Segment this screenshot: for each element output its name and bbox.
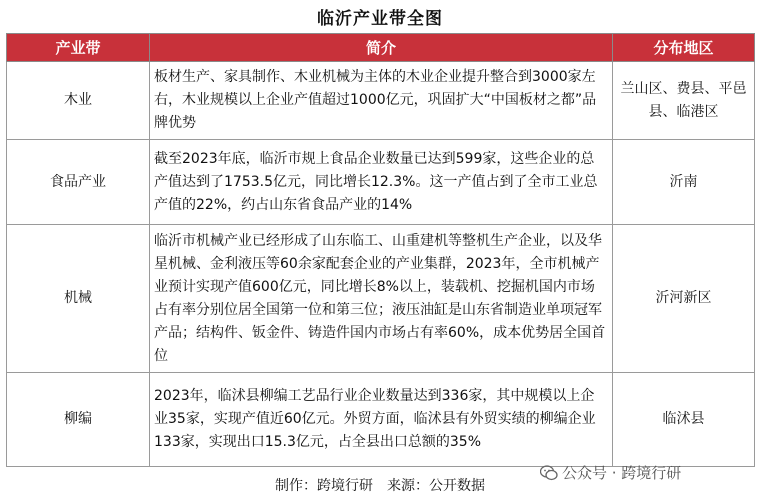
wechat-icon [540, 465, 558, 481]
column-header-description: 简介 [150, 34, 613, 62]
industry-cell: 木业 [7, 62, 150, 140]
page-title: 临沂产业带全图 [317, 9, 443, 29]
description-cell: 临沂市机械产业已经形成了山东临工、山重建机等整机生产企业，以及华星机械、金利液压等60余家配套企业的产业集群，2023年，全市机械产业预计实现产值600亿元，同比增长8%以上，装载机、挖掘机国内市场占有率分别位居全国第一位和第三位；液压油缸是山东省制造业单项冠军产品；结构件、钣金件、铸造件国内市场占有率60%，成本优势居全国首位 [150, 225, 613, 373]
region-cell: 临沭县 [613, 373, 755, 467]
table-row [7, 140, 755, 225]
industry-table [6, 33, 755, 467]
table-row [7, 373, 755, 467]
description-cell: 2023年，临沭县柳编工艺品行业企业数量达到336家，其中规模以上企业35家，实现产值近60亿元。外贸方面，临沭县有外贸实绩的柳编企业133家，实现出口15.3亿元，占全县出口总额的35% [150, 373, 613, 467]
description-cell: 板材生产、家具制作、木业机械为主体的木业企业提升整合到3000家左右，木业规模以上企业产值超过1000亿元，巩固扩大“中国板材之都”品牌优势 [150, 62, 613, 140]
industry-cell: 机械 [7, 225, 150, 373]
watermark-text: 公众号 · 跨境行研 [562, 464, 682, 482]
region-cell: 兰山区、费县、平邑县、临港区 [613, 62, 755, 140]
region-cell: 沂南 [613, 140, 755, 225]
description-cell: 截至2023年底，临沂市规上食品企业数量已达到599家，这些企业的总产值达到了1753.5亿元，同比增长12.3%。这一产值占到了全市工业总产值的22%，约占山东省食品产业的14% [150, 140, 613, 225]
column-header-industry: 产业带 [7, 34, 150, 62]
industry-cell: 食品产业 [7, 140, 150, 225]
column-header-region: 分布地区 [613, 34, 755, 62]
region-cell: 沂河新区 [613, 225, 755, 373]
source-footer: 制作：跨境行研 来源：公开数据 [275, 478, 485, 494]
account-watermark [540, 462, 681, 483]
table-row [7, 225, 755, 373]
table-header-row [7, 34, 755, 62]
table-row [7, 62, 755, 140]
industry-cell: 柳编 [7, 373, 150, 467]
